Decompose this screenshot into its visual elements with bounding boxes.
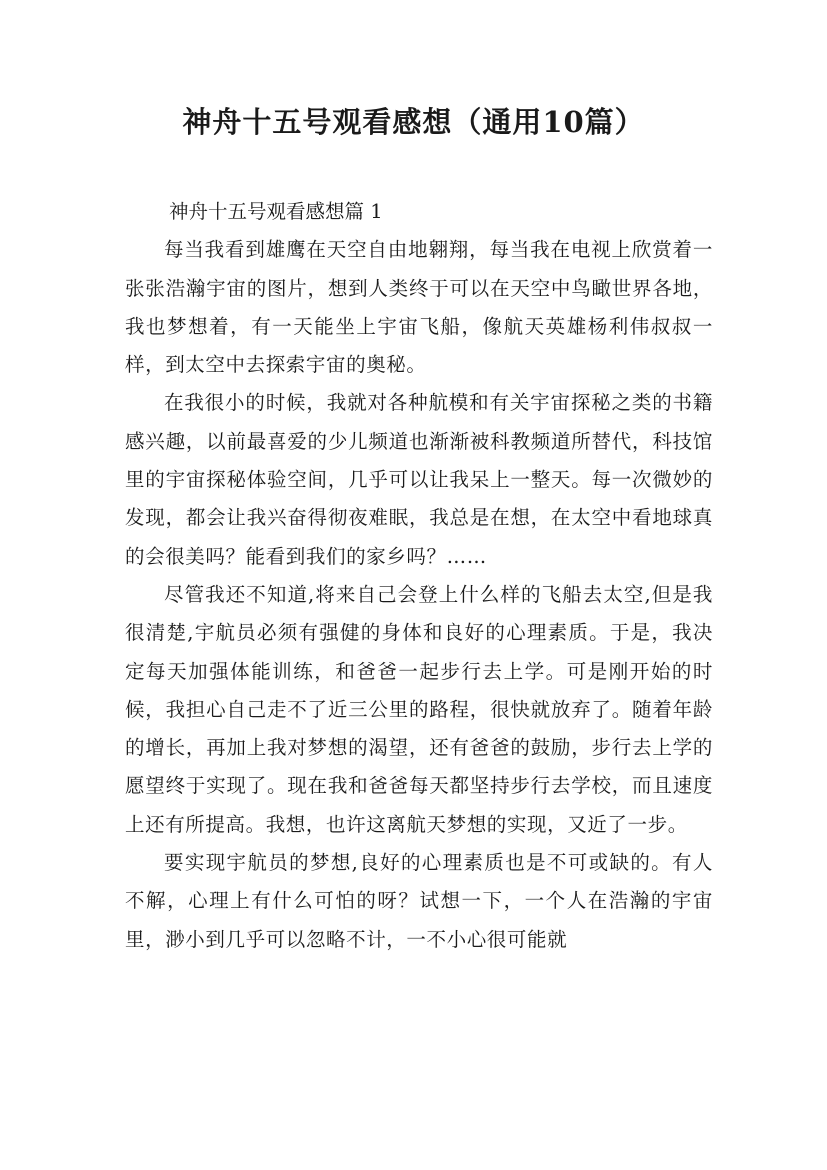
paragraph-1: 每当我看到雄鹰在天空自由地翱翔，每当我在电视上欣赏着一张张浩瀚宇宙的图片，想到人类终于可以在天空中鸟瞰世界各地，我也梦想着，有一天能坐上宇宙飞船，像航天英雄杨利伟叔叔一样，到太空中去探索宇宙的奥秘。 [125, 238, 713, 377]
paragraph-2: 在我很小的时候，我就对各种航模和有关宇宙探秘之类的书籍感兴趣，以前最喜爱的少儿频道也渐渐被科教频道所替代，科技馆里的宇宙探秘体验空间，几乎可以让我呆上一整天。每一次微妙的发现，都会让我兴奋得彻夜难眠，我总是在想，在太空中看地球真的会很美吗？能看到我们的家乡吗？…… [125, 391, 713, 568]
document-title: 神舟十五号观看感想（通用10篇） [182, 105, 645, 139]
paragraph-4: 要实现宇航员的梦想,良好的心理素质也是不可或缺的。有人不解，心理上有什么可怕的呀？试想一下，一个人在浩瀚的宇宙里，渺小到几乎可以忽略不计，一不小心很可能就 [125, 851, 713, 951]
section-heading: 神舟十五号观看感想篇 1 [169, 200, 383, 223]
paragraph-3: 尽管我还不知道,将来自己会登上什么样的飞船去太空,但是我很清楚,宇航员必须有强健的身体和良好的心理素质。于是，我决定每天加强体能训练，和爸爸一起步行去上学。可是刚开始的时候，我担心自己走不了近三公里的路程，很快就放弃了。随着年龄的增长，再加上我对梦想的渴望，还有爸爸的鼓励，步行去上学的愿望终于实现了。现在我和爸爸每天都坚持步行去学校，而且速度上还有所提高。我想，也许这离航天梦想的实现，又近了一步。 [125, 582, 713, 836]
document-body [125, 193, 713, 959]
